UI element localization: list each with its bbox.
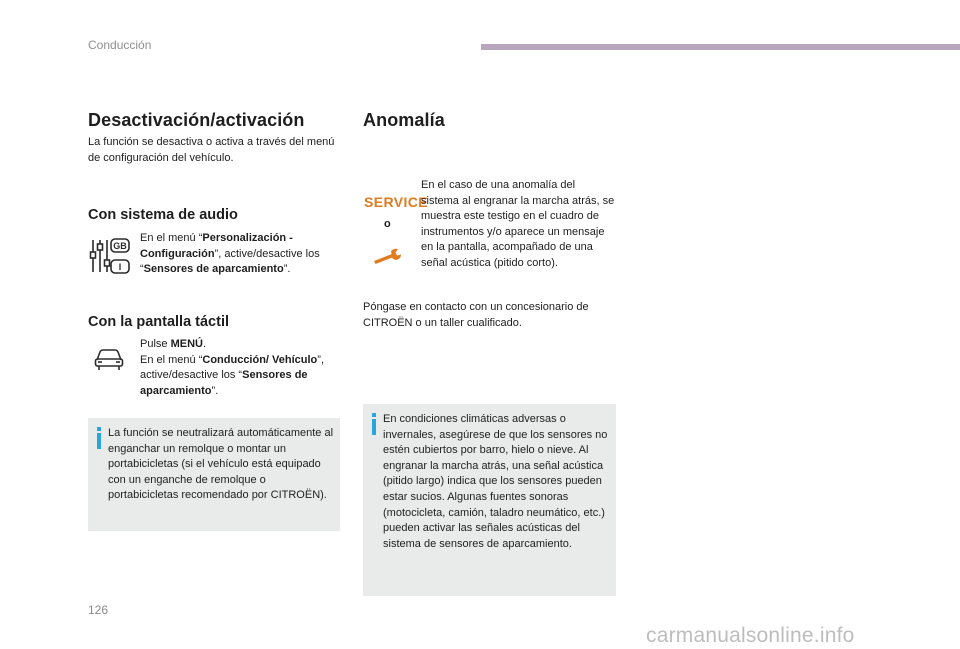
audio-icon-bottom-label: I [118,262,122,272]
watermark: carmanualsonline.info [646,624,855,647]
audio-title: Con sistema de audio [88,207,238,223]
info-bar [372,419,376,435]
touch-instructions: Pulse MENÚ. En el menú “Conducción/ Vehículo”, active/desactive los “Sensores de aparcamiento”. [140,338,325,397]
info-icon [97,427,101,431]
info-bar [97,433,101,449]
left-note-box [88,418,340,531]
audio-settings-icon [89,238,131,274]
header-bar [481,44,960,50]
touch-title: Con la pantalla táctil [88,314,229,330]
info-icon [372,413,376,417]
right-note-text: En condiciones climáticas adversas o invernales, asegúrese de que los sensores no estén cubiertos por barro, hielo o nieve. Al engranar la marcha atrás, una señal acústica (pitido largo) indica que los sensores pueden estar sucios. Algunas fuentes sonoras (motocicleta, camión, taladro neumático, etc.) pueden activar las señales acústicas del sistema de sensores de aparcamiento. [383,413,608,550]
right-title: Anomalía [363,110,445,130]
wrench-icon [372,248,406,266]
left-title: Desactivación/activación [88,110,305,130]
audio-icon-top-label: GB [113,241,127,251]
left-intro: La función se desactiva o activa a través del menú de configuración del vehículo. [88,136,335,164]
audio-instructions: En el menú “Personalización - Configuración”, active/desactive los “Sensores de aparcamiento”. [140,232,320,276]
service-warning-label: SERVICE [364,194,429,210]
anomaly-text: En el caso de una anomalía del sistema al engranar la marcha atrás, se muestra este testigo en el cuadro de instrumentos y/o aparece un mensaje en la pantalla, acompañado de una señal acústica (pitido corto). [421,179,615,269]
right-note-box [363,404,616,596]
or-label: o [384,218,391,230]
contact-text: Póngase en contacto con un concesionario de CITROËN o un taller cualificado. [363,301,589,329]
section-label: Conducción [88,38,152,52]
left-note-text: La función se neutralizará automáticamente al enganchar un remolque o montar un portabicicletas (si el vehículo está equipado con un enganche de remolque o portabicicletas recomendado por CITROËN). [108,427,334,502]
car-icon [94,346,124,372]
page-number: 126 [88,603,109,617]
